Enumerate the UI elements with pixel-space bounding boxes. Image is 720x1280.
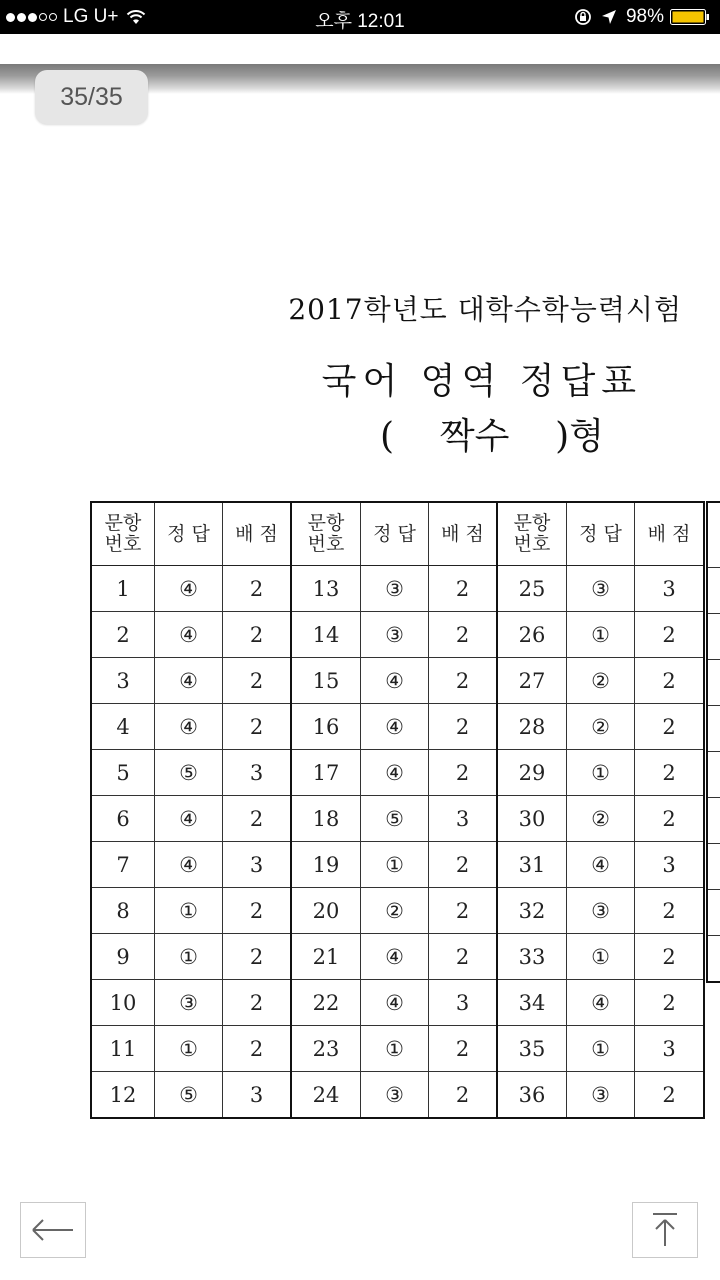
document-type-line: ( 짝수 )형 bbox=[380, 416, 604, 457]
header-text: 문항 bbox=[307, 512, 345, 534]
answer-cell: ① bbox=[567, 612, 635, 658]
status-time: 오후 12:01 bbox=[315, 11, 405, 32]
question-number-cell: 16 bbox=[291, 704, 361, 750]
clipped-row-line bbox=[708, 889, 720, 890]
question-number-cell: 34 bbox=[497, 980, 567, 1026]
header-answer: 정 답 bbox=[155, 502, 223, 566]
table-row bbox=[91, 842, 704, 888]
header-text: 문항 bbox=[513, 512, 551, 534]
question-number-cell: 11 bbox=[91, 1026, 155, 1072]
question-number-cell: 25 bbox=[497, 566, 567, 612]
status-bar bbox=[0, 0, 720, 34]
points-cell: 2 bbox=[635, 1072, 705, 1119]
question-number-cell: 1 bbox=[91, 566, 155, 612]
answer-cell: ④ bbox=[361, 658, 429, 704]
status-right bbox=[574, 6, 710, 28]
question-number-cell: 23 bbox=[291, 1026, 361, 1072]
points-cell: 2 bbox=[223, 658, 292, 704]
answer-cell: ③ bbox=[361, 566, 429, 612]
points-cell: 2 bbox=[223, 796, 292, 842]
question-number-cell: 30 bbox=[497, 796, 567, 842]
answer-cell: ② bbox=[567, 658, 635, 704]
question-number-cell: 32 bbox=[497, 888, 567, 934]
question-number-cell: 9 bbox=[91, 934, 155, 980]
question-number-cell: 31 bbox=[497, 842, 567, 888]
points-cell: 2 bbox=[223, 888, 292, 934]
answer-cell: ④ bbox=[155, 704, 223, 750]
clipped-row-line bbox=[708, 797, 720, 798]
table-row bbox=[91, 934, 704, 980]
answer-cell: ② bbox=[567, 704, 635, 750]
question-number-cell: 10 bbox=[91, 980, 155, 1026]
question-number-cell: 29 bbox=[497, 750, 567, 796]
scroll-to-top-icon bbox=[651, 1212, 679, 1248]
page-indicator: 35/35 bbox=[35, 70, 148, 124]
question-number-cell: 6 bbox=[91, 796, 155, 842]
question-number-cell: 33 bbox=[497, 934, 567, 980]
points-cell: 2 bbox=[223, 566, 292, 612]
points-cell: 2 bbox=[429, 704, 498, 750]
points-cell: 2 bbox=[223, 980, 292, 1026]
points-cell: 2 bbox=[635, 612, 705, 658]
answer-cell: ① bbox=[567, 934, 635, 980]
points-cell: 2 bbox=[635, 750, 705, 796]
points-cell: 2 bbox=[635, 704, 705, 750]
answer-cell: ① bbox=[567, 750, 635, 796]
answer-cell: ④ bbox=[361, 934, 429, 980]
table-row bbox=[91, 796, 704, 842]
table-row bbox=[91, 750, 704, 796]
table-row bbox=[91, 980, 704, 1026]
clipped-row-line bbox=[708, 843, 720, 844]
answer-cell: ③ bbox=[361, 612, 429, 658]
question-number-cell: 4 bbox=[91, 704, 155, 750]
question-number-cell: 28 bbox=[497, 704, 567, 750]
points-cell: 2 bbox=[635, 658, 705, 704]
answer-cell: ④ bbox=[567, 842, 635, 888]
rotation-lock-icon bbox=[574, 8, 592, 26]
question-number-cell: 2 bbox=[91, 612, 155, 658]
answer-cell: ④ bbox=[361, 750, 429, 796]
points-cell: 2 bbox=[635, 980, 705, 1026]
answer-cell: ⑤ bbox=[155, 1072, 223, 1119]
document-subtitle: 2017학년도 대학수학능력시험 bbox=[288, 293, 682, 326]
question-number-cell: 26 bbox=[497, 612, 567, 658]
question-number-cell: 24 bbox=[291, 1072, 361, 1119]
answer-cell: ④ bbox=[155, 796, 223, 842]
table-row bbox=[91, 658, 704, 704]
question-number-cell: 12 bbox=[91, 1072, 155, 1119]
answer-cell: ④ bbox=[567, 980, 635, 1026]
points-cell: 2 bbox=[429, 1026, 498, 1072]
scroll-to-top-button[interactable] bbox=[632, 1202, 698, 1258]
answer-cell: ③ bbox=[361, 1072, 429, 1119]
points-cell: 2 bbox=[429, 1072, 498, 1119]
points-cell: 2 bbox=[223, 704, 292, 750]
points-cell: 2 bbox=[223, 612, 292, 658]
question-number-cell: 5 bbox=[91, 750, 155, 796]
clipped-row-line bbox=[708, 567, 720, 568]
answer-cell: ④ bbox=[155, 612, 223, 658]
table-row bbox=[91, 888, 704, 934]
question-number-cell: 3 bbox=[91, 658, 155, 704]
points-cell: 2 bbox=[429, 566, 498, 612]
points-cell: 3 bbox=[223, 750, 292, 796]
points-cell: 3 bbox=[635, 842, 705, 888]
clipped-row-line bbox=[708, 659, 720, 660]
points-cell: 2 bbox=[635, 888, 705, 934]
document-title: 국어 영역 정답표 bbox=[321, 361, 642, 402]
question-number-cell: 17 bbox=[291, 750, 361, 796]
points-cell: 2 bbox=[429, 888, 498, 934]
table-header-row bbox=[91, 502, 704, 566]
header-text: 번호 bbox=[104, 533, 142, 555]
answer-cell: ① bbox=[155, 1026, 223, 1072]
question-number-cell: 20 bbox=[291, 888, 361, 934]
answer-cell: ③ bbox=[567, 566, 635, 612]
answer-cell: ① bbox=[361, 842, 429, 888]
header-text: 번호 bbox=[307, 533, 345, 555]
header-points: 배 점 bbox=[635, 502, 705, 566]
left-arrow-icon bbox=[31, 1218, 75, 1242]
header-question-number bbox=[291, 502, 361, 566]
clipped-row-line bbox=[708, 751, 720, 752]
question-number-cell: 22 bbox=[291, 980, 361, 1026]
clipped-table-column bbox=[706, 501, 720, 983]
battery-icon bbox=[670, 9, 710, 25]
table-row bbox=[91, 1072, 704, 1119]
points-cell: 2 bbox=[429, 750, 498, 796]
answer-cell: ① bbox=[361, 1026, 429, 1072]
answer-table bbox=[90, 501, 705, 1119]
points-cell: 2 bbox=[429, 934, 498, 980]
points-cell: 2 bbox=[223, 1026, 292, 1072]
battery-percent: 98% bbox=[625, 6, 664, 27]
answer-cell: ① bbox=[155, 934, 223, 980]
answer-cell: ② bbox=[361, 888, 429, 934]
clipped-row-line bbox=[708, 705, 720, 706]
clipped-row-line bbox=[708, 935, 720, 936]
answer-cell: ⑤ bbox=[155, 750, 223, 796]
clipped-row-line bbox=[708, 613, 720, 614]
points-cell: 3 bbox=[223, 1072, 292, 1119]
header-text: 문항 bbox=[104, 512, 142, 534]
answer-cell: ④ bbox=[361, 980, 429, 1026]
answer-cell: ④ bbox=[155, 566, 223, 612]
points-cell: 3 bbox=[223, 842, 292, 888]
answer-cell: ③ bbox=[567, 1072, 635, 1119]
question-number-cell: 27 bbox=[497, 658, 567, 704]
header-points: 배 점 bbox=[223, 502, 292, 566]
question-number-cell: 14 bbox=[291, 612, 361, 658]
answer-cell: ④ bbox=[155, 658, 223, 704]
header-question-number bbox=[91, 502, 155, 566]
points-cell: 2 bbox=[429, 658, 498, 704]
back-button[interactable] bbox=[20, 1202, 86, 1258]
table-row bbox=[91, 1026, 704, 1072]
answer-cell: ② bbox=[567, 796, 635, 842]
table-row bbox=[91, 612, 704, 658]
question-number-cell: 36 bbox=[497, 1072, 567, 1119]
question-number-cell: 18 bbox=[291, 796, 361, 842]
header-text: 번호 bbox=[513, 533, 551, 555]
location-arrow-icon bbox=[600, 8, 618, 26]
answer-cell: ① bbox=[567, 1026, 635, 1072]
question-number-cell: 13 bbox=[291, 566, 361, 612]
header-answer: 정 답 bbox=[361, 502, 429, 566]
question-number-cell: 8 bbox=[91, 888, 155, 934]
points-cell: 3 bbox=[429, 796, 498, 842]
answer-cell: ④ bbox=[155, 842, 223, 888]
answer-cell: ③ bbox=[567, 888, 635, 934]
carrier-label: LG U+ bbox=[63, 6, 119, 27]
question-number-cell: 21 bbox=[291, 934, 361, 980]
points-cell: 3 bbox=[635, 1026, 705, 1072]
question-number-cell: 35 bbox=[497, 1026, 567, 1072]
header-points: 배 점 bbox=[429, 502, 498, 566]
answer-cell: ① bbox=[155, 888, 223, 934]
table-row bbox=[91, 566, 704, 612]
points-cell: 3 bbox=[635, 566, 705, 612]
answer-cell: ⑤ bbox=[361, 796, 429, 842]
table-body bbox=[91, 566, 704, 1119]
points-cell: 2 bbox=[223, 934, 292, 980]
table-row bbox=[91, 704, 704, 750]
question-number-cell: 15 bbox=[291, 658, 361, 704]
points-cell: 2 bbox=[635, 934, 705, 980]
points-cell: 2 bbox=[429, 612, 498, 658]
question-number-cell: 7 bbox=[91, 842, 155, 888]
answer-cell: ④ bbox=[361, 704, 429, 750]
question-number-cell: 19 bbox=[291, 842, 361, 888]
points-cell: 2 bbox=[635, 796, 705, 842]
points-cell: 2 bbox=[429, 842, 498, 888]
header-question-number bbox=[497, 502, 567, 566]
header-answer: 정 답 bbox=[567, 502, 635, 566]
points-cell: 3 bbox=[429, 980, 498, 1026]
answer-cell: ③ bbox=[155, 980, 223, 1026]
